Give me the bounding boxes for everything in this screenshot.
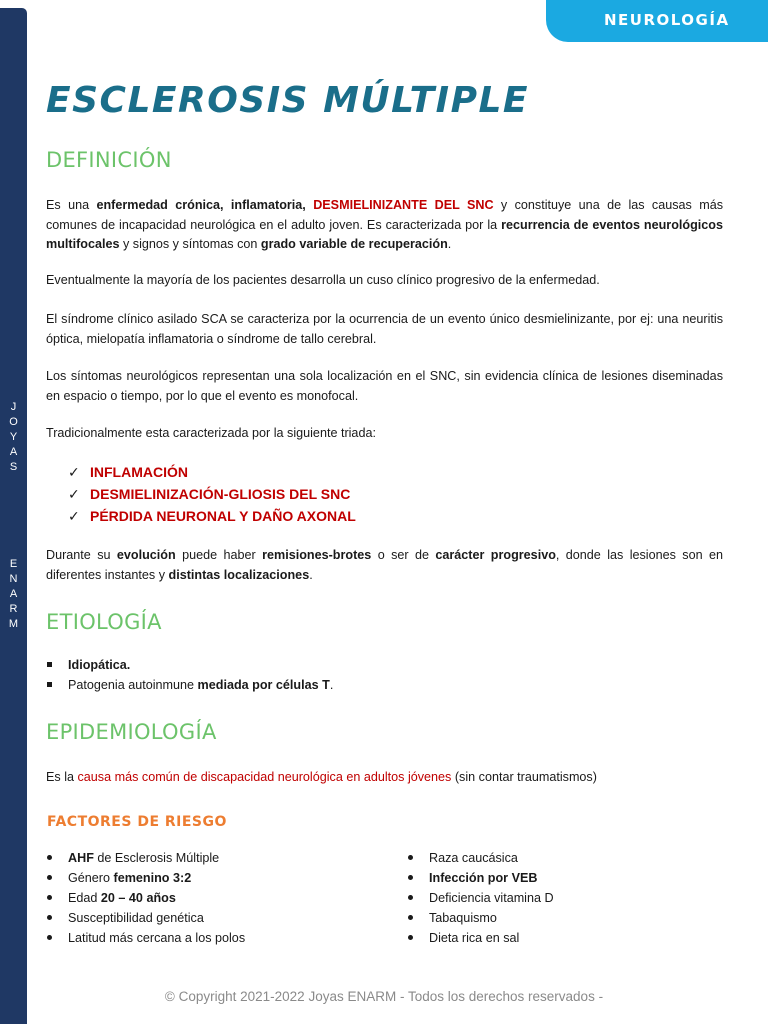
text-run: y constituye una de las causas más comunes de incapacidad neurológica en el adulto joven. Es caracterizada por la	[46, 198, 724, 232]
bullet-icon	[408, 895, 413, 900]
risk-factors-left	[46, 848, 245, 948]
list-item	[407, 888, 554, 908]
list-item	[46, 868, 245, 888]
sidebar-letter: Y	[9, 431, 18, 443]
text-run: y signos y síntomas con	[119, 237, 261, 252]
bullet-icon	[47, 855, 52, 860]
definicion-paragraph-3: El síndrome clínico asilado SCA se caracteriza por la ocurrencia de un evento único desmielinizante, por ej: una neuritis óptica, mielopatía inflamatoria o síndrome de tallo cerebral.	[46, 312, 723, 346]
category-label: NEUROLOGÍA	[604, 11, 730, 29]
list-item	[68, 461, 356, 483]
sidebar-letter: E	[9, 558, 18, 570]
text-run: Deficiencia vitamina D	[429, 891, 554, 905]
sidebar-letter: O	[9, 416, 18, 428]
sidebar-letter: J	[10, 401, 17, 413]
highlight-text: DESMIELINIZANTE DEL SNC	[313, 198, 494, 212]
sidebar-word-joyas	[0, 400, 27, 475]
text-run: Género	[68, 871, 114, 885]
section-title-epidemiologia: EPIDEMIOLOGÍA	[46, 720, 217, 744]
text-run-bold: carácter progresivo	[435, 548, 556, 562]
text-run-bold: remisiones-brotes	[262, 548, 372, 562]
sidebar-bar	[0, 8, 27, 1024]
text-run: o ser de	[371, 548, 436, 562]
list-item	[46, 888, 245, 908]
definicion-paragraph-2: Eventualmente la mayoría de los pacientes desarrolla un cuso clínico progresivo de la enfermedad.	[46, 273, 600, 287]
text-run-bold: 20 – 40 años	[100, 891, 176, 905]
text-run-bold: enfermedad crónica, inflamatoria,	[96, 198, 306, 212]
text-run: Patogenia autoinmune	[68, 677, 198, 692]
text-run: puede haber	[175, 548, 263, 562]
list-item	[46, 908, 245, 928]
copyright-footer: © Copyright 2021-2022 Joyas ENARM - Todos los derechos reservados -	[164, 989, 604, 1004]
bullet-icon	[408, 935, 413, 940]
list-item	[407, 848, 554, 868]
text-run-bold: distintas localizaciones	[168, 567, 310, 582]
definicion-paragraph-4: Los síntomas neurológicos representan una sola localización en el SNC, sin evidencia clínica de lesiones diseminadas en espacio o tiempo, por lo que el evento es monofocal.	[46, 369, 723, 403]
triad-list	[68, 461, 356, 527]
list-item	[68, 483, 356, 505]
section-title-definicion: DEFINICIÓN	[46, 148, 172, 172]
text-run: Raza caucásica	[429, 851, 518, 865]
sidebar-letter: N	[9, 573, 18, 585]
sidebar-letter: S	[9, 461, 18, 473]
list-item	[46, 656, 333, 676]
text-run: Es la	[46, 770, 78, 784]
list-item	[68, 505, 356, 527]
check-icon: ✓	[68, 508, 80, 524]
text-run-bold: femenino 3:2	[113, 871, 192, 885]
text-run-bold: evolución	[116, 548, 176, 562]
check-icon: ✓	[68, 464, 80, 480]
text-run: (sin contar traumatismos)	[451, 770, 597, 784]
text-run: , donde las lesiones son en diferentes instantes y	[46, 548, 723, 582]
bullet-icon	[47, 915, 52, 920]
highlight-text: causa más común de discapacidad neurológica en adultos jóvenes	[77, 770, 452, 784]
definicion-paragraph-6	[46, 546, 723, 585]
text-run-bold: recurrencia de eventos neurológicos multifocales	[46, 217, 723, 252]
text-run: Latitud más cercana a los polos	[68, 931, 246, 945]
section-title-etiologia: ETIOLOGÍA	[46, 610, 162, 634]
sidebar-letter: A	[9, 446, 18, 458]
definicion-paragraph-5: Tradicionalmente esta caracterizada por la siguiente triada:	[46, 426, 376, 440]
text-run: .	[329, 677, 334, 692]
bullet-icon	[47, 935, 52, 940]
text-run: de Esclerosis Múltiple	[93, 851, 220, 865]
square-bullet-icon	[47, 662, 52, 667]
list-item	[407, 928, 554, 948]
check-icon: ✓	[68, 486, 80, 502]
text-run-bold: grado variable de recuperación	[260, 237, 448, 252]
sidebar-word-enarm	[0, 557, 27, 632]
bullet-icon	[47, 895, 52, 900]
sidebar-letter: R	[9, 603, 18, 615]
bullet-icon	[408, 915, 413, 920]
list-item	[46, 848, 245, 868]
sidebar-letter: A	[9, 588, 18, 600]
text-run: Edad	[68, 891, 101, 905]
square-bullet-icon	[47, 682, 52, 687]
text-run: .	[447, 237, 452, 252]
text-run: Tabaquismo	[429, 911, 497, 925]
triad-text: DESMIELINIZACIÓN-GLIOSIS DEL SNC	[90, 486, 351, 502]
text-run-bold: AHF	[68, 851, 94, 865]
subsection-title-factores: FACTORES DE RIESGO	[47, 814, 227, 830]
etiologia-list	[46, 656, 333, 695]
page-title: ESCLEROSIS MÚLTIPLE	[46, 80, 529, 121]
epidemiologia-paragraph	[46, 768, 723, 788]
list-item	[46, 676, 333, 696]
text-run-bold: mediada por células T	[197, 677, 330, 692]
text-run: Susceptibilidad genética	[68, 911, 204, 925]
sidebar-letter: M	[8, 618, 19, 630]
bullet-icon	[408, 855, 413, 860]
text-run: Es una	[46, 198, 97, 212]
text-run: Durante su	[46, 548, 117, 562]
text-run: .	[309, 567, 313, 582]
list-item	[407, 908, 554, 928]
text-run-bold: Infección por VEB	[429, 871, 538, 885]
triad-text: INFLAMACIÓN	[90, 464, 188, 480]
definicion-paragraph-1	[46, 196, 723, 255]
triad-text: PÉRDIDA NEURONAL Y DAÑO AXONAL	[90, 508, 356, 524]
text-run: Dieta rica en sal	[429, 931, 520, 945]
bullet-icon	[47, 875, 52, 880]
list-item	[407, 868, 554, 888]
list-item	[46, 928, 245, 948]
risk-factors-right	[407, 848, 554, 948]
text-run-bold: Idiopática.	[68, 658, 131, 672]
bullet-icon	[408, 875, 413, 880]
